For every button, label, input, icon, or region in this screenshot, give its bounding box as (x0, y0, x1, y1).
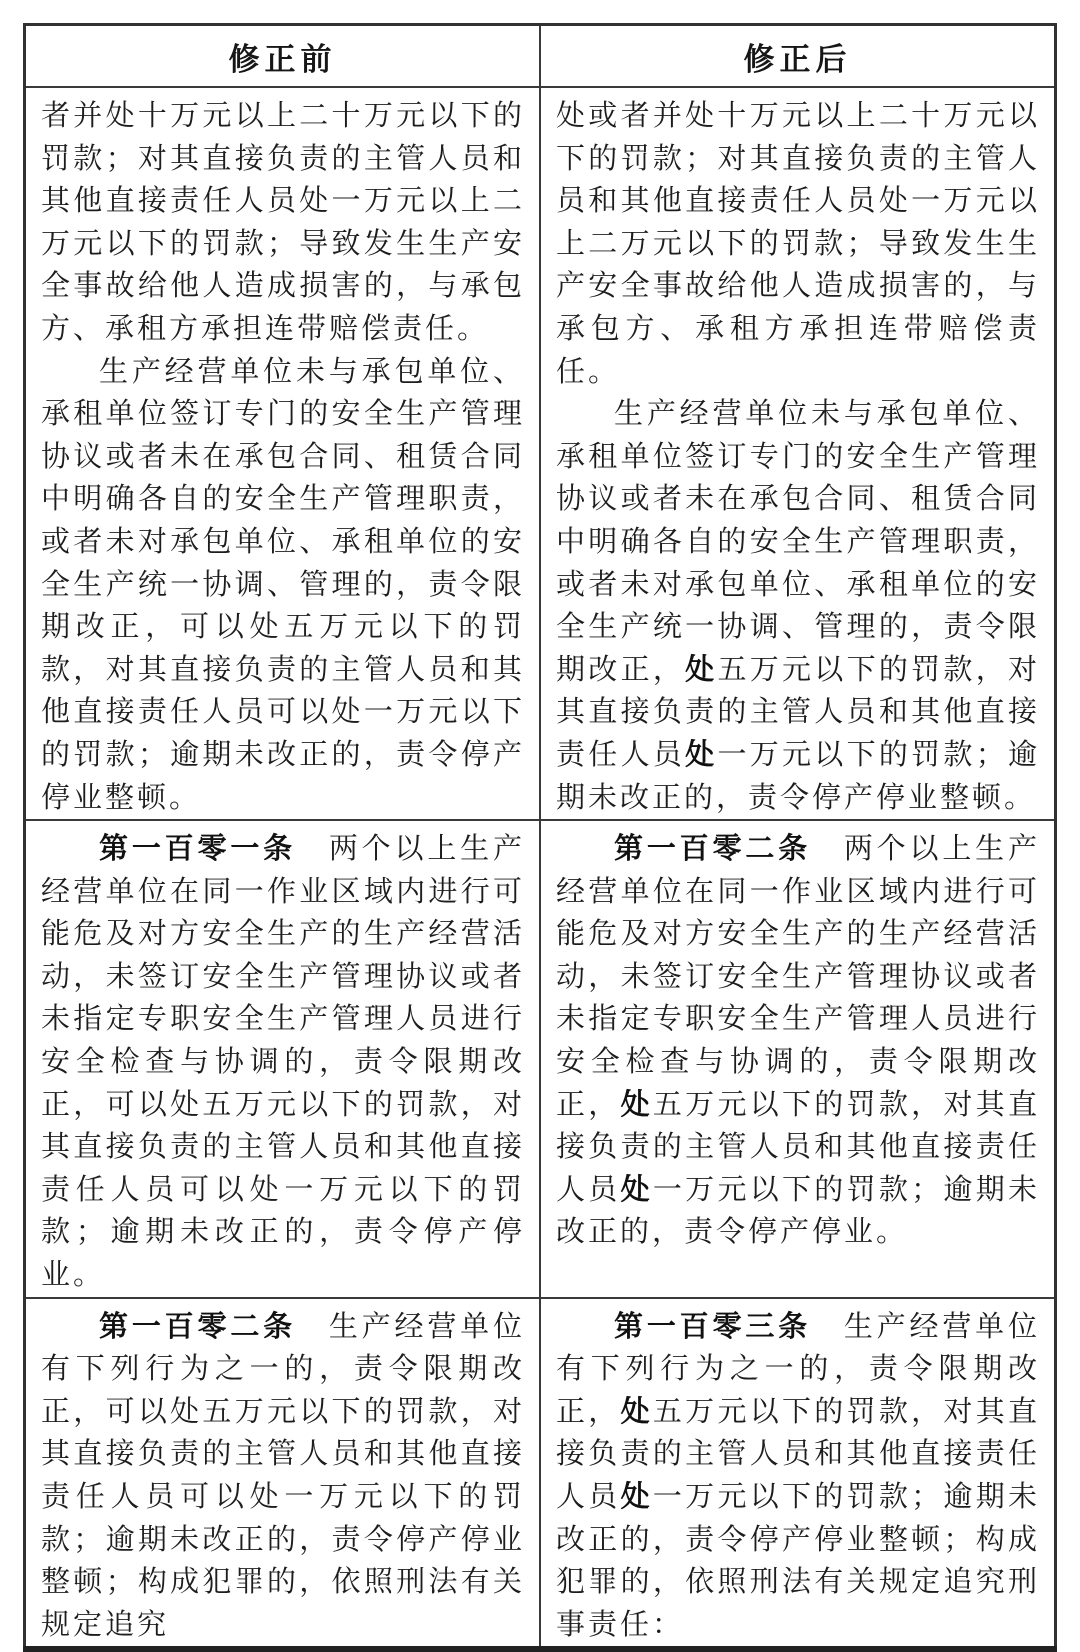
body-text: 五万元以下的罚款，对其直接负责的主管人员和其他直接责任人员 (556, 1088, 1040, 1206)
paragraph (41, 351, 525, 820)
amended-text: 处 (685, 653, 718, 686)
amended-text: 第一百零二条 (99, 1310, 296, 1343)
body-text: 一万元以下的罚款；逾期未改正的，责令停产停业。 (556, 1173, 1040, 1249)
column-header-after-amendment: 修正后 (540, 25, 1056, 88)
amended-text: 处 (685, 738, 718, 771)
amended-text: 处 (620, 1481, 653, 1513)
table-header-row (25, 25, 1056, 88)
paragraph (556, 95, 1040, 393)
cell-before (25, 820, 541, 1298)
table-row (25, 1298, 1056, 1650)
paragraph (41, 1306, 525, 1647)
paragraph (41, 95, 525, 351)
body-text: 两个以上生产经营单位在同一作业区域内进行可能危及对方安全生产的生产经营活动，未签订安全生产管理协议或者未指定专职安全生产管理人员进行安全检查与协调的，责令限期改正，可以处五万元以下的罚款，对其直接负责的主管人员和其他直接责任人员可以处一万元以下的罚款；逾期未改正的，责令停产停业。 (41, 833, 525, 1292)
amended-text: 第一百零一条 (99, 833, 296, 866)
body-text: 五万元以下的罚款，对其直接负责的主管人员和其他直接责任人员 (556, 1395, 1040, 1513)
amended-text: 处 (620, 1395, 653, 1428)
body-text: 一万元以下的罚款；逾期未改正的，责令停产停业整顿。 (556, 738, 1040, 814)
body-text: 五万元以下的罚款，对其直接负责的主管人员和其他直接责任人员 (556, 653, 1040, 771)
cell-after (540, 820, 1056, 1298)
amendment-comparison-table (23, 23, 1057, 1652)
body-text: 生产经营单位未与承包单位、承租单位签订专门的安全生产管理协议或者未在承包合同、租赁合同中明确各自的安全生产管理职责，或者未对承包单位、承租单位的安全生产统一协调、管理的，责令限期改正，可以处五万元以下的罚款，对其直接负责的主管人员和其他直接责任人员可以处一万元以下的罚款；逾期未改正的，责令停产停业整顿。 (41, 355, 525, 814)
body-text: 生产经营单位有下列行为之一的，责令限期改正， (556, 1310, 1040, 1428)
table-body (25, 87, 1056, 1649)
body-text: 生产经营单位有下列行为之一的，责令限期改正，可以处五万元以下的罚款，对其直接负责的主管人员和其他直接责任人员可以处一万元以下的罚款；逾期未改正的，责令停产停业整顿；构成犯罪的，依照刑法有关规定追究 (41, 1310, 525, 1641)
body-text: 者并处十万元以上二十万元以下的罚款；对其直接负责的主管人员和其他直接责任人员处一万元以上二万元以下的罚款；导致发生生产安全事故给他人造成损害的，与承包方、承租方承担连带赔偿责任。 (41, 100, 525, 345)
amended-text: 第一百零二条 (614, 833, 811, 866)
amended-text: 处 (620, 1088, 653, 1121)
cell-after (540, 1298, 1056, 1650)
table-row (25, 820, 1056, 1298)
amended-text: 处 (620, 1173, 653, 1206)
column-header-before-amendment: 修正前 (25, 25, 541, 88)
table-row (25, 87, 1056, 820)
amended-text: 第一百零三条 (614, 1310, 811, 1343)
paragraph (556, 393, 1040, 819)
cell-before (25, 87, 541, 820)
body-text: 生产经营单位未与承包单位、承租单位签订专门的安全生产管理协议或者未在承包合同、租赁合同中明确各自的安全生产管理职责，或者未对承包单位、承租单位的安全生产统一协调、管理的，责令限期改正， (556, 398, 1040, 686)
body-text: 一万元以下的罚款；逾期未改正的，责令停产停业整顿；构成犯罪的，依照刑法有关规定追究刑事责任： (556, 1481, 1040, 1641)
cell-after (540, 87, 1056, 820)
body-text: 处或者并处十万元以上二十万元以下的罚款；对其直接负责的主管人员和其他直接责任人员处一万元以上二万元以下的罚款；导致发生生产安全事故给他人造成损害的，与承包方、承租方承担连带赔偿责任。 (556, 100, 1040, 388)
cell-before (25, 1298, 541, 1650)
paragraph (556, 828, 1040, 1254)
paragraph (41, 828, 525, 1297)
body-text: 两个以上生产经营单位在同一作业区域内进行可能危及对方安全生产的生产经营活动，未签订安全生产管理协议或者未指定专职安全生产管理人员进行安全检查与协调的，责令限期改正， (556, 833, 1040, 1121)
paragraph (556, 1306, 1040, 1647)
